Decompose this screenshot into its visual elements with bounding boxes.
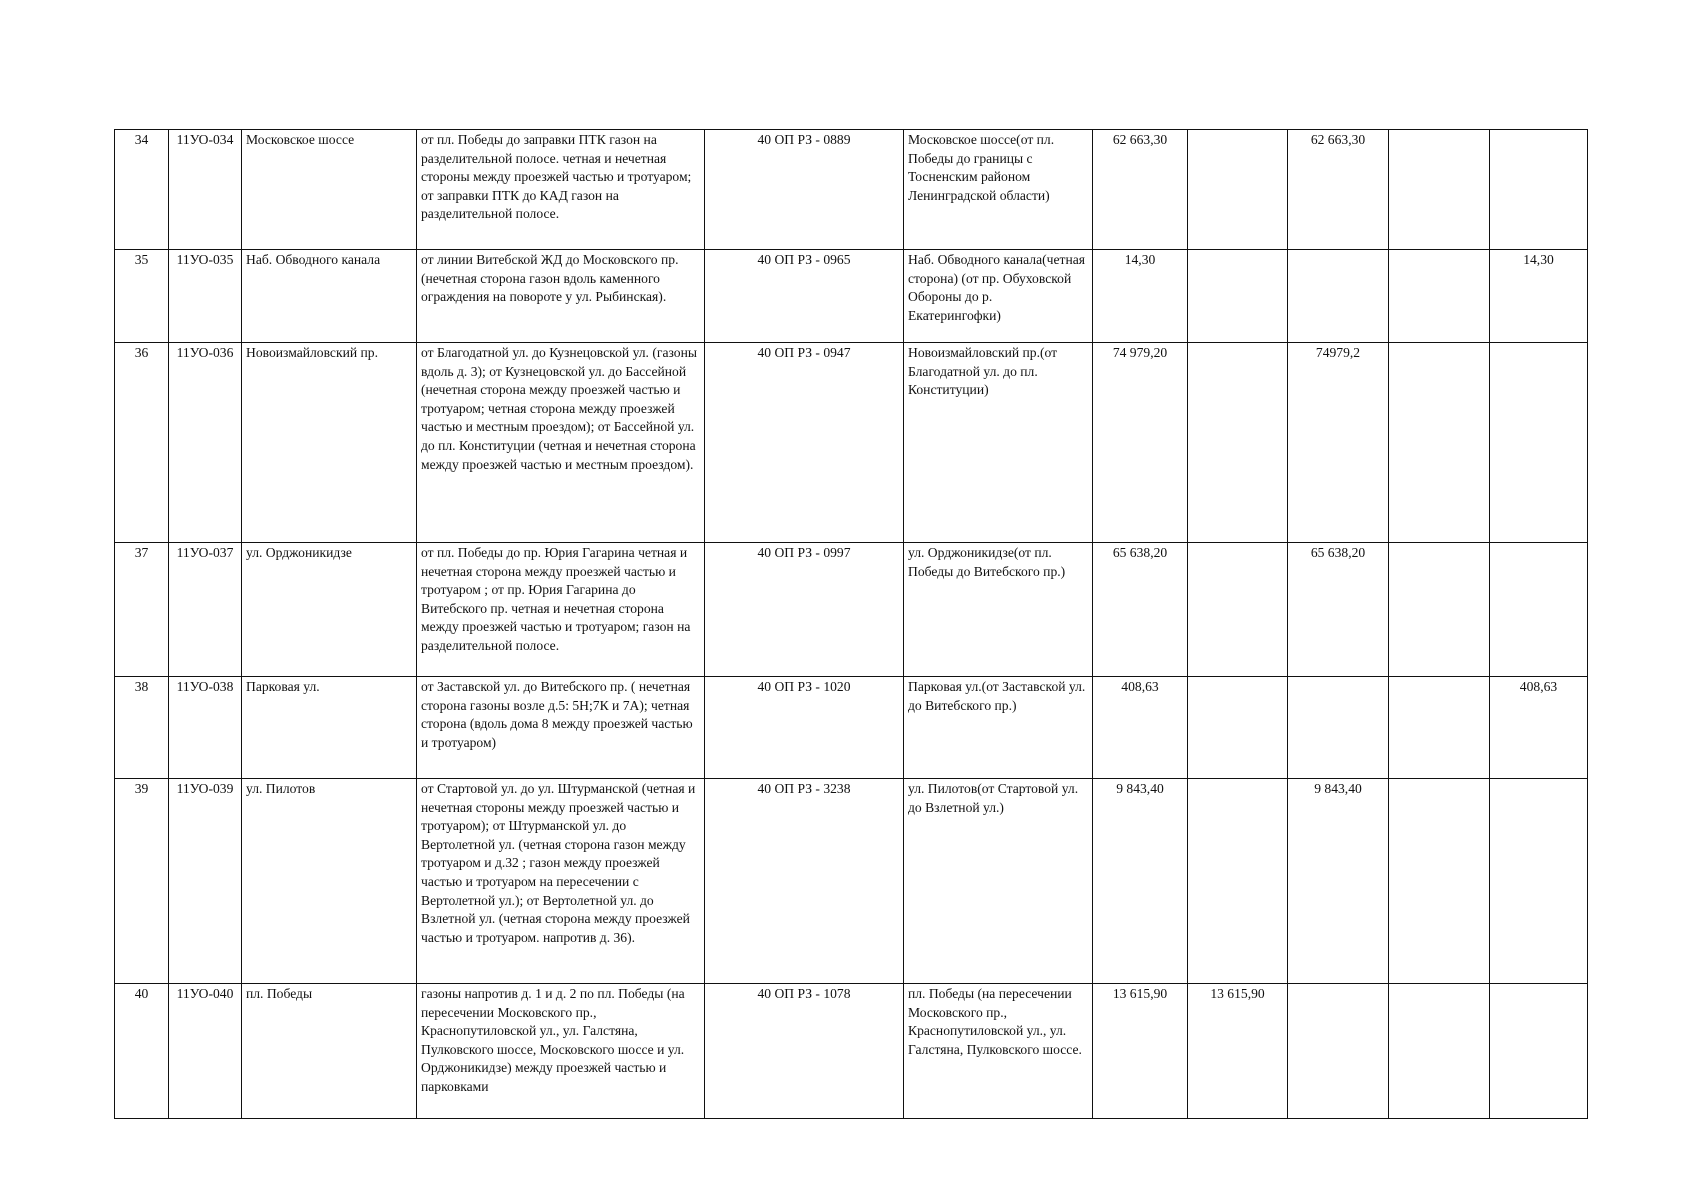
- object-code-cell: 11УО-039: [169, 779, 242, 984]
- area-column-4-cell: [1389, 343, 1490, 543]
- row-number-cell: 37: [115, 543, 169, 677]
- road-id-cell: 40 ОП РЗ - 3238: [705, 779, 904, 984]
- road-id-cell: 40 ОП РЗ - 0889: [705, 130, 904, 250]
- road-name-cell: Московское шоссе(от пл. Победы до границы с Тосненским районом Ленинградской области): [904, 130, 1093, 250]
- object-code-cell: 11УО-036: [169, 343, 242, 543]
- area-total-cell: 408,63: [1093, 677, 1188, 779]
- row-number-cell: 40: [115, 984, 169, 1119]
- area-column-4-cell: [1389, 779, 1490, 984]
- area-column-4-cell: [1389, 984, 1490, 1119]
- location-description-cell: газоны напротив д. 1 и д. 2 по пл. Победы (на пересечении Московского пр., Краснопутиловской ул., ул. Галстяна, Пулковского шоссе, Московского шоссе и ул. Орджоникидзе) между проезжей частью и парковками: [417, 984, 705, 1119]
- road-id-cell: 40 ОП РЗ - 1020: [705, 677, 904, 779]
- road-id-cell: 40 ОП РЗ - 0965: [705, 250, 904, 343]
- area-column-5-cell: [1490, 779, 1588, 984]
- road-id-cell: 40 ОП РЗ - 1078: [705, 984, 904, 1119]
- road-name-cell: Наб. Обводного канала(четная сторона) (от пр. Обуховской Обороны до р. Екатерингофки): [904, 250, 1093, 343]
- street-name-cell: ул. Орджоникидзе: [242, 543, 417, 677]
- area-total-cell: 14,30: [1093, 250, 1188, 343]
- area-column-4-cell: [1389, 250, 1490, 343]
- object-code-cell: 11УО-035: [169, 250, 242, 343]
- location-description-cell: от Стартовой ул. до ул. Штурманской (четная и нечетная стороны между проезжей частью и тротуаром); от Штурманской ул. до Вертолетной ул. (четная сторона газон между тротуаром и д.32 ; газон между проезжей частью и тротуаром на пересечении с Вертолетной ул.); от Вертолетной ул. до Взлетной ул. (четная сторона между проезжей частью и тротуаром. напротив д. 36).: [417, 779, 705, 984]
- table-body: [115, 130, 1588, 1119]
- road-name-cell: Новоизмайловский пр.(от Благодатной ул. до пл. Конституции): [904, 343, 1093, 543]
- table-row: [115, 250, 1588, 343]
- area-column-3-cell: 9 843,40: [1288, 779, 1389, 984]
- area-column-5-cell: [1490, 130, 1588, 250]
- area-total-cell: 65 638,20: [1093, 543, 1188, 677]
- object-code-cell: 11УО-034: [169, 130, 242, 250]
- area-column-5-cell: [1490, 543, 1588, 677]
- area-column-2-cell: [1188, 343, 1288, 543]
- area-column-3-cell: [1288, 250, 1389, 343]
- object-code-cell: 11УО-037: [169, 543, 242, 677]
- area-total-cell: 62 663,30: [1093, 130, 1188, 250]
- table-row: [115, 677, 1588, 779]
- area-total-cell: 74 979,20: [1093, 343, 1188, 543]
- location-description-cell: от Благодатной ул. до Кузнецовской ул. (газоны вдоль д. 3); от Кузнецовской ул. до Бассейной (нечетная сторона между проезжей частью и тротуаром; четная сторона между проезжей частью и местным проездом); от Бассейной ул. до пл. Конституции (четная и нечетная сторона между проезжей частью и местным проездом).: [417, 343, 705, 543]
- area-column-3-cell: [1288, 984, 1389, 1119]
- area-column-4-cell: [1389, 543, 1490, 677]
- row-number-cell: 39: [115, 779, 169, 984]
- row-number-cell: 38: [115, 677, 169, 779]
- road-name-cell: ул. Орджоникидзе(от пл. Победы до Витебского пр.): [904, 543, 1093, 677]
- row-number-cell: 34: [115, 130, 169, 250]
- row-number-cell: 36: [115, 343, 169, 543]
- street-name-cell: пл. Победы: [242, 984, 417, 1119]
- area-column-2-cell: [1188, 130, 1288, 250]
- location-description-cell: от пл. Победы до пр. Юрия Гагарина четная и нечетная сторона между проезжей частью и тротуаром ; от пр. Юрия Гагарина до Витебского пр. четная и нечетная сторона между проезжей частью и тротуаром; газон на разделительной полосе.: [417, 543, 705, 677]
- road-id-cell: 40 ОП РЗ - 0997: [705, 543, 904, 677]
- object-code-cell: 11УО-038: [169, 677, 242, 779]
- area-column-2-cell: [1188, 677, 1288, 779]
- area-column-5-cell: [1490, 984, 1588, 1119]
- area-column-2-cell: 13 615,90: [1188, 984, 1288, 1119]
- street-name-cell: ул. Пилотов: [242, 779, 417, 984]
- area-column-2-cell: [1188, 250, 1288, 343]
- area-column-3-cell: [1288, 677, 1389, 779]
- area-total-cell: 9 843,40: [1093, 779, 1188, 984]
- area-column-5-cell: [1490, 343, 1588, 543]
- area-column-3-cell: 74979,2: [1288, 343, 1389, 543]
- area-column-5-cell: 408,63: [1490, 677, 1588, 779]
- street-name-cell: Московское шоссе: [242, 130, 417, 250]
- table-row: [115, 543, 1588, 677]
- area-column-2-cell: [1188, 543, 1288, 677]
- table-row: [115, 130, 1588, 250]
- data-table: [114, 129, 1588, 1119]
- table-row: [115, 779, 1588, 984]
- table-row: [115, 984, 1588, 1119]
- row-number-cell: 35: [115, 250, 169, 343]
- road-id-cell: 40 ОП РЗ - 0947: [705, 343, 904, 543]
- table-row: [115, 343, 1588, 543]
- street-name-cell: Наб. Обводного канала: [242, 250, 417, 343]
- road-name-cell: ул. Пилотов(от Стартовой ул. до Взлетной ул.): [904, 779, 1093, 984]
- object-code-cell: 11УО-040: [169, 984, 242, 1119]
- location-description-cell: от пл. Победы до заправки ПТК газон на разделительной полосе. четная и нечетная стороны между проезжей частью и тротуаром; от заправки ПТК до КАД газон на разделительной полосе.: [417, 130, 705, 250]
- road-name-cell: пл. Победы (на пересечении Московского пр., Краснопутиловской ул., ул. Галстяна, Пулковского шоссе.: [904, 984, 1093, 1119]
- area-column-4-cell: [1389, 677, 1490, 779]
- street-name-cell: Новоизмайловский пр.: [242, 343, 417, 543]
- area-column-2-cell: [1188, 779, 1288, 984]
- area-column-3-cell: 65 638,20: [1288, 543, 1389, 677]
- area-column-3-cell: 62 663,30: [1288, 130, 1389, 250]
- area-total-cell: 13 615,90: [1093, 984, 1188, 1119]
- area-column-4-cell: [1389, 130, 1490, 250]
- location-description-cell: от Заставской ул. до Витебского пр. ( нечетная сторона газоны возле д.5: 5Н;7К и 7А); четная сторона (вдоль дома 8 между проезжей частью и тротуаром): [417, 677, 705, 779]
- road-name-cell: Парковая ул.(от Заставской ул. до Витебского пр.): [904, 677, 1093, 779]
- street-name-cell: Парковая ул.: [242, 677, 417, 779]
- area-column-5-cell: 14,30: [1490, 250, 1588, 343]
- location-description-cell: от линии Витебской ЖД до Московского пр. (нечетная сторона газон вдоль каменного ограждения на повороте у ул. Рыбинская).: [417, 250, 705, 343]
